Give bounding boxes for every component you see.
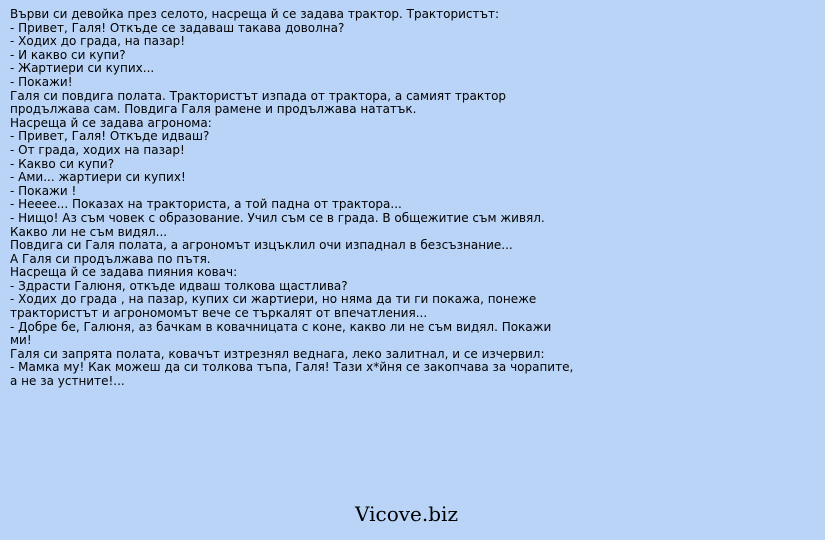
site-footer [0, 502, 813, 526]
joke-line: Насреща й се задава пияния ковач: [10, 265, 238, 280]
joke-line: - Добре бе, Галюня, аз бачкам в ковачницата с коне, какво ли не съм видял. Покажи [10, 319, 552, 334]
joke-line: - Привет, Галя! Откъде идваш? [10, 129, 210, 144]
joke-line: - От града, ходих на пазар! [10, 142, 185, 157]
joke-line: Какво ли не съм видял... [10, 224, 168, 239]
joke-line: Насреща й се задава агронома: [10, 115, 212, 130]
joke-line: - Какво си купи? [10, 156, 115, 171]
joke-line: ми! [10, 333, 32, 348]
joke-line: Повдига си Галя полата, а агрономът изцъклил очи изпаднал в безсъзнание... [10, 238, 513, 253]
joke-line: А Галя си продължава по пътя. [10, 251, 211, 266]
joke-line: Галя си повдига полата. Трактористът изпада от трактора, а самият трактор [10, 88, 507, 103]
joke-line: Върви си девойка през селото, насреща й се задава трактор. Трактористът: [10, 7, 500, 21]
joke-line: - Нееее... Показах на тракториста, а той падна от трактора... [10, 197, 402, 212]
joke-line: - Ами... жартиери си купих! [10, 170, 186, 185]
joke-line: а не за устните!... [10, 374, 125, 389]
joke-line: - Покажи! [10, 74, 73, 89]
joke-line: - Ходих до града , на пазар, купих си жартиери, но няма да ти ги покажа, понеже [10, 292, 537, 307]
joke-line: продължава сам. Повдига Галя рамене и продължава нататък. [10, 102, 417, 117]
joke-line: - Жартиери си купих... [10, 61, 155, 76]
joke-line: - Ходих до града, на пазар! [10, 34, 186, 49]
joke-line: - Покажи ! [10, 183, 77, 198]
joke-line: Галя си запрята полата, ковачът изтрезнял веднага, леко залитнал, и се изчервил: [10, 346, 545, 361]
joke-line: - Нищо! Аз съм човек с образование. Учил съм се в града. В общежитие съм живял. [10, 210, 545, 225]
joke-line: трактористът и агрономомът вече се търкалят от впечатления... [10, 306, 428, 321]
joke-line: - И какво си купи? [10, 47, 126, 62]
joke-text [10, 8, 610, 389]
joke-line: - Мамка му! Как можеш да си толкова тъпа, Галя! Тази х*йня се закопчава за чорапите, [10, 360, 574, 375]
joke-line: - Привет, Галя! Откъде се задаваш такава доволна? [10, 20, 345, 35]
site-name: Vicove.biz [355, 502, 458, 526]
joke-line: - Здрасти Галюня, откъде идваш толкова щастлива? [10, 278, 348, 293]
